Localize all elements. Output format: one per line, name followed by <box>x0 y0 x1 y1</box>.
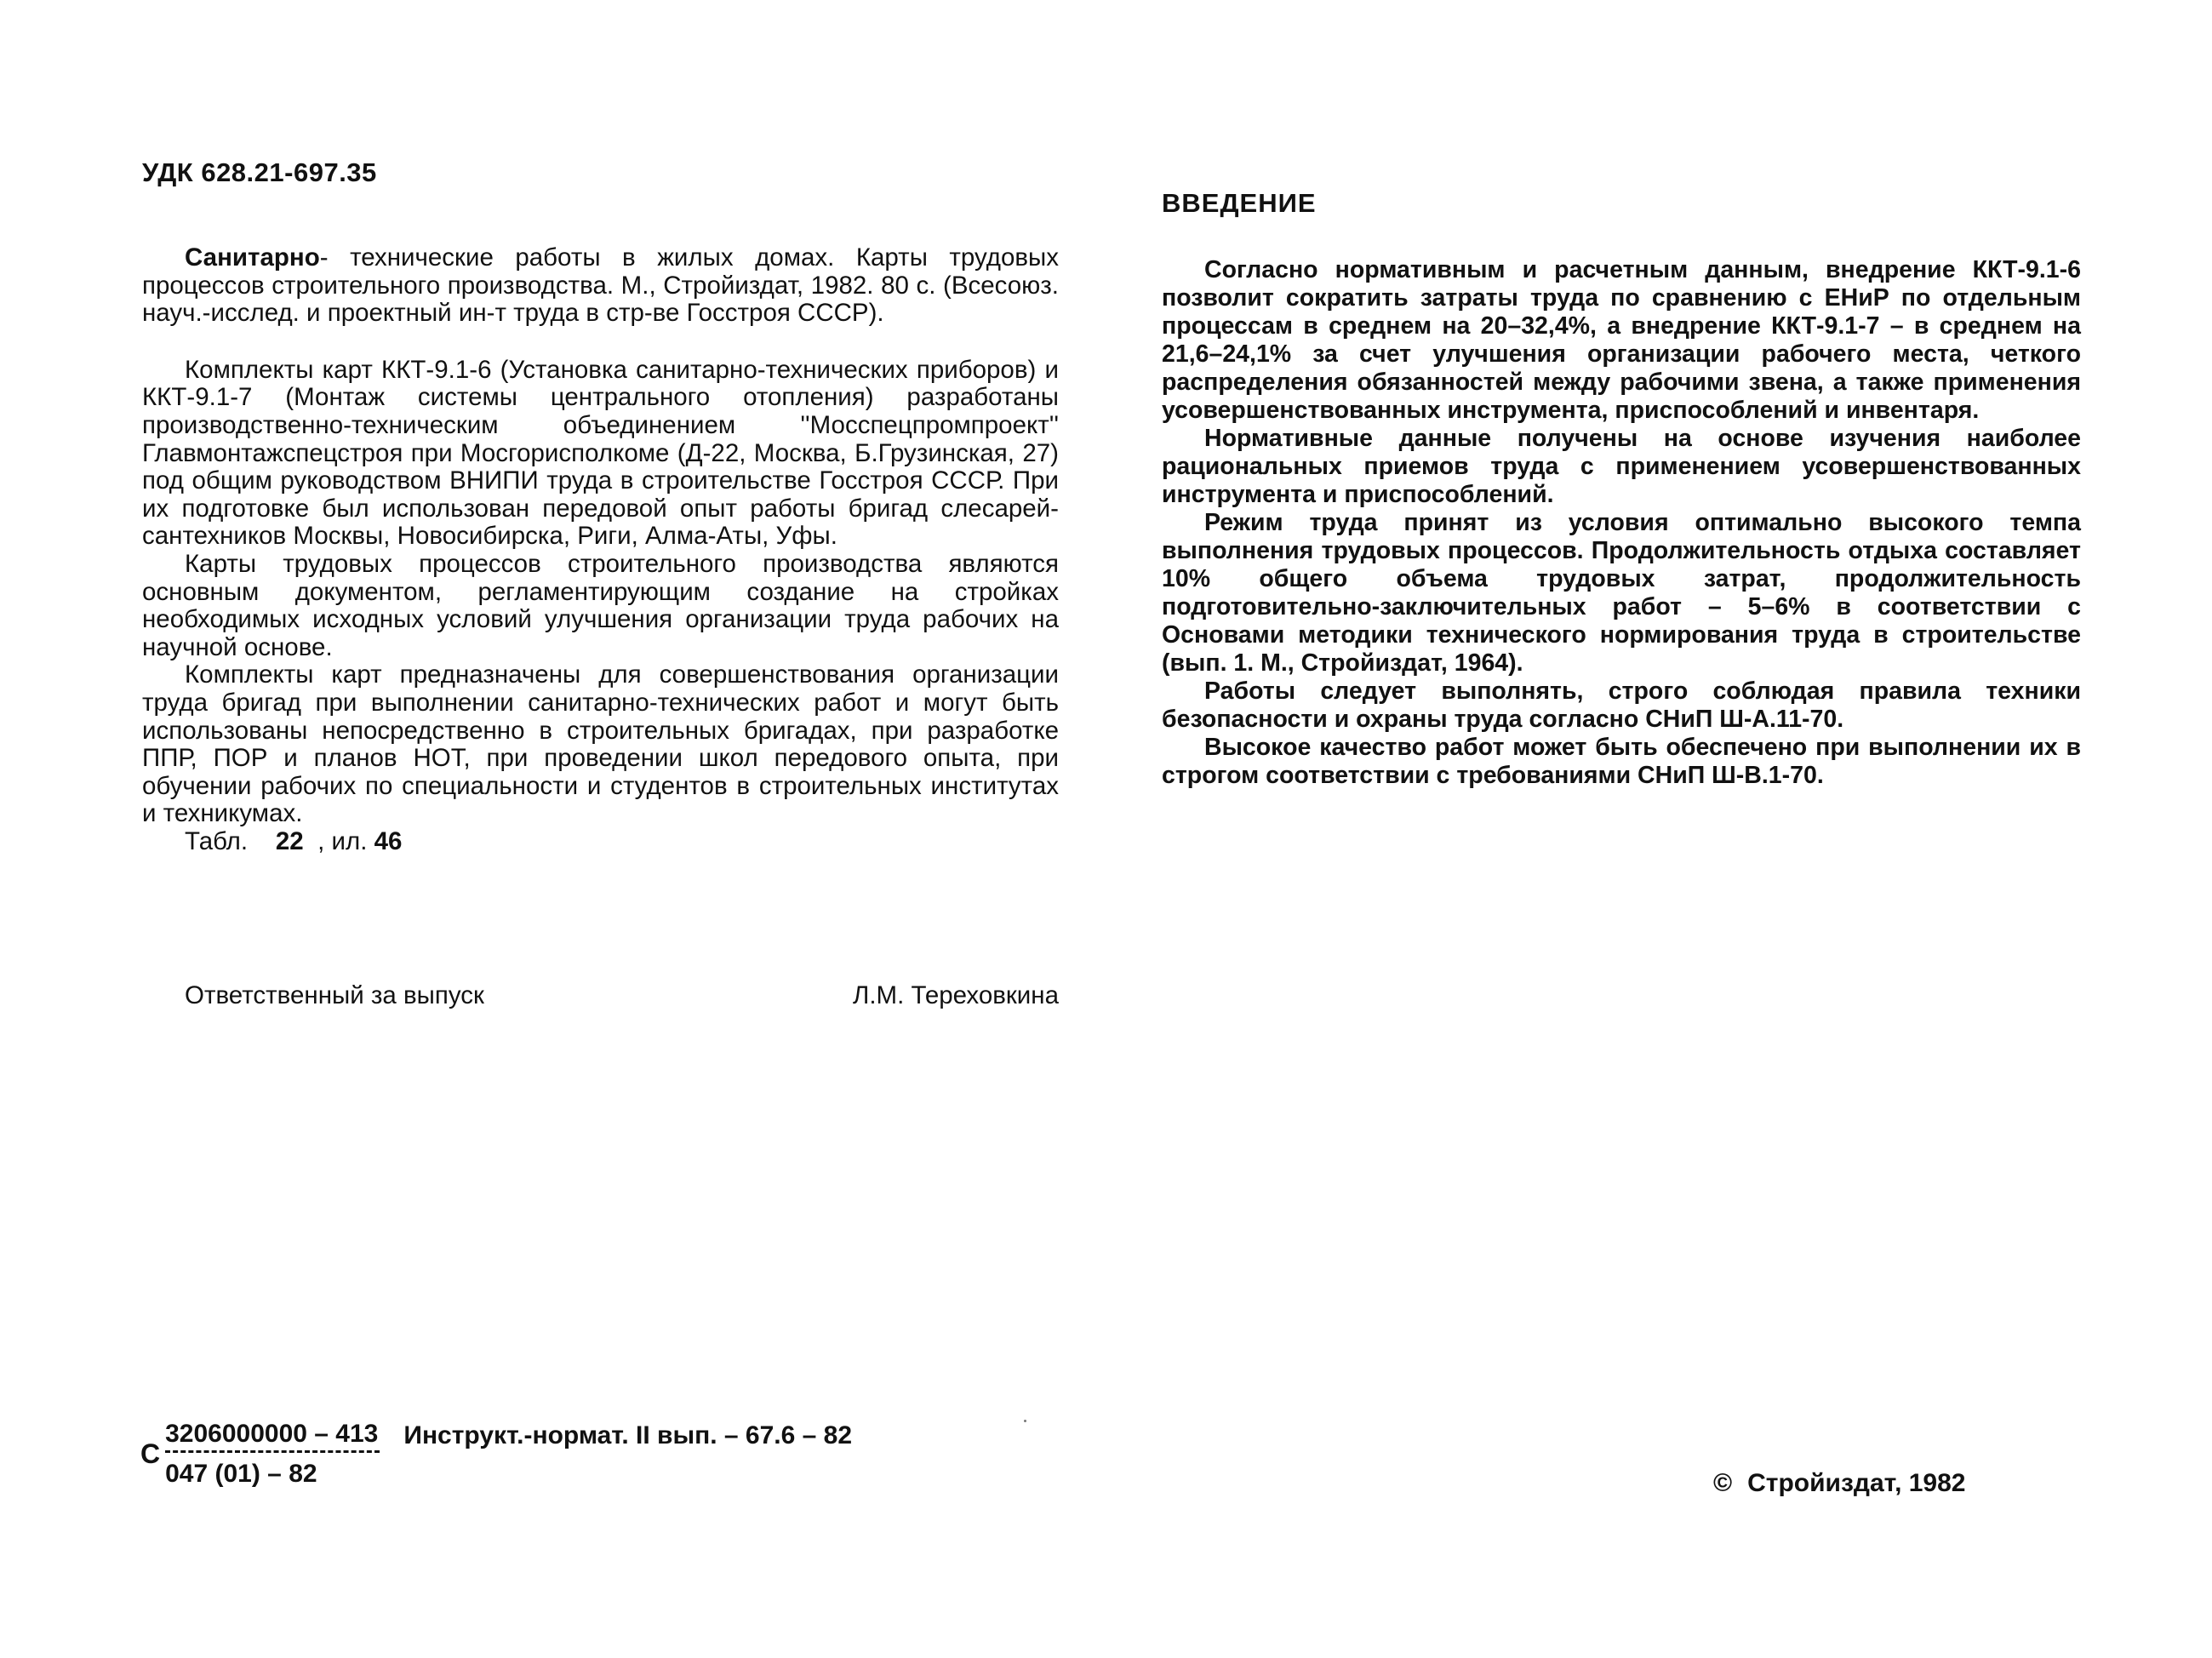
udk-code: УДК 628.21-697.35 <box>142 157 377 187</box>
bibliographic-record <box>142 244 1059 328</box>
abstract-paragraph-1: Комплекты карт ККТ-9.1-6 (Установка санитарно-технических приборов) и ККТ-9.1-7 (Монтаж системы центрального отопления) разработаны производственно-техническим объединением ''Мосспецпромпроект'' Главмонтажспецстроя при Мосгорисполкоме (Д-22, Москва, Б.Грузинская, 27) под общим руководством ВНИПИ труда в строительстве Госстроя СССР. При их подготовке был использован передовой опыт работы бригад слесарей-сантехников Москвы, Новосибирска, Риги, Алма-Аты, Уфы. <box>142 355 1059 551</box>
responsible-label: Ответственный за выпуск <box>185 981 484 1009</box>
introduction-paragraph-2: Нормативные данные получены на основе изучения наиболее рациональных приемов труда с применением усовершенствованных инструмента и приспособлений. <box>1162 425 2081 508</box>
copyright-symbol: © <box>1713 1469 1733 1497</box>
introduction-paragraph-3: Режим труда принят из условия оптимально высокого темпа выполнения трудовых процессов. Продолжительность отдыха составляет 10% общего объема трудовых затрат, продолжительность подготовительно-заключительных работ – 5–6% в соответствии с Основами методики технического нормирования труда в строительстве (вып. 1. М., Стройиздат, 1964). <box>1162 509 2081 677</box>
responsible-name: Л.М. Тереховкина <box>852 981 1059 1009</box>
abstract-paragraph-2: Карты трудовых процессов строительного производства являются основным документом, регламентирующим создание на стройках необходимых исходных условий улучшения организации труда рабочих на научной основе. <box>142 549 1059 661</box>
responsible-for-issue <box>185 981 1059 1010</box>
copyright-notice <box>1713 1469 1966 1498</box>
introduction-paragraph-1: Согласно нормативным и расчетным данным, внедрение ККТ-9.1-6 позволит сократить затраты труда по сравнению с ЕНиР по отдельным процессам в среднем на 20–32,4%, а внедрение ККТ-9.1-7 – в среднем на 21,6–24,1% за счет улучшения организации рабочего места, четкого распределения обязанностей между рабочими звена, а также применения усовершенствованных инструмента, приспособлений и инвентаря. <box>1162 256 2081 424</box>
bibliographic-abstract <box>142 244 1059 855</box>
tables-count: 22 <box>275 826 304 855</box>
illustrations-label: , ил. <box>317 826 368 855</box>
abstract-paragraph-3: Комплекты карт предназначены для совершенствования организации труда бригад при выполнении санитарно-технических работ и могут быть использованы непосредственно в строительных бригадах, при разработке ППР, ПОР и планов НОТ, при проведении школ передового опыта, при обучении рабочих по специальности и студентов в строительных институтах и техникумах. <box>142 660 1059 828</box>
classification-denominator: 047 (01) – 82 <box>165 1460 317 1488</box>
tables-illustrations-count <box>142 828 1059 856</box>
classification-fraction <box>165 1420 380 1489</box>
bibliographic-title: Санитарно <box>185 243 320 272</box>
introduction-paragraph-5: Высокое качество работ может быть обеспечено при выполнении их в строгом соответствии с требованиями СНиП Ш-В.1-70. <box>1162 734 2081 789</box>
introduction-section <box>1162 189 2081 790</box>
introduction-heading: ВВЕДЕНИЕ <box>1162 188 1317 218</box>
tables-label: Табл. <box>185 826 249 855</box>
illustrations-count: 46 <box>374 826 403 855</box>
copyright-text: Стройиздат, 1982 <box>1747 1469 1966 1497</box>
instruction-code: Инструкт.-нормат. II вып. – 67.6 – 82 <box>403 1421 853 1449</box>
bibliographic-line-1: - технические работы в жилых домах. Карты трудовых <box>319 243 1059 272</box>
bibliographic-line-2: процессов строительного производства. М., Стройиздат, 1982. 80 с. <box>142 271 936 300</box>
bibliographic-line-3: (Всесоюз. науч.-исслед. и проектный ин-т труда в стр-ве Госстроя СССР). <box>142 271 1059 328</box>
introduction-paragraph-4: Работы следует выполнять, строго соблюдая правила техники безопасности и охраны труда согласно СНиП Ш-А.11-70. <box>1162 677 2081 733</box>
publication-classification-code <box>140 1420 852 1489</box>
classification-letter: С <box>140 1438 161 1469</box>
classification-numerator: 3206000000 – 413 <box>165 1420 380 1453</box>
print-speck <box>1024 1420 1026 1422</box>
